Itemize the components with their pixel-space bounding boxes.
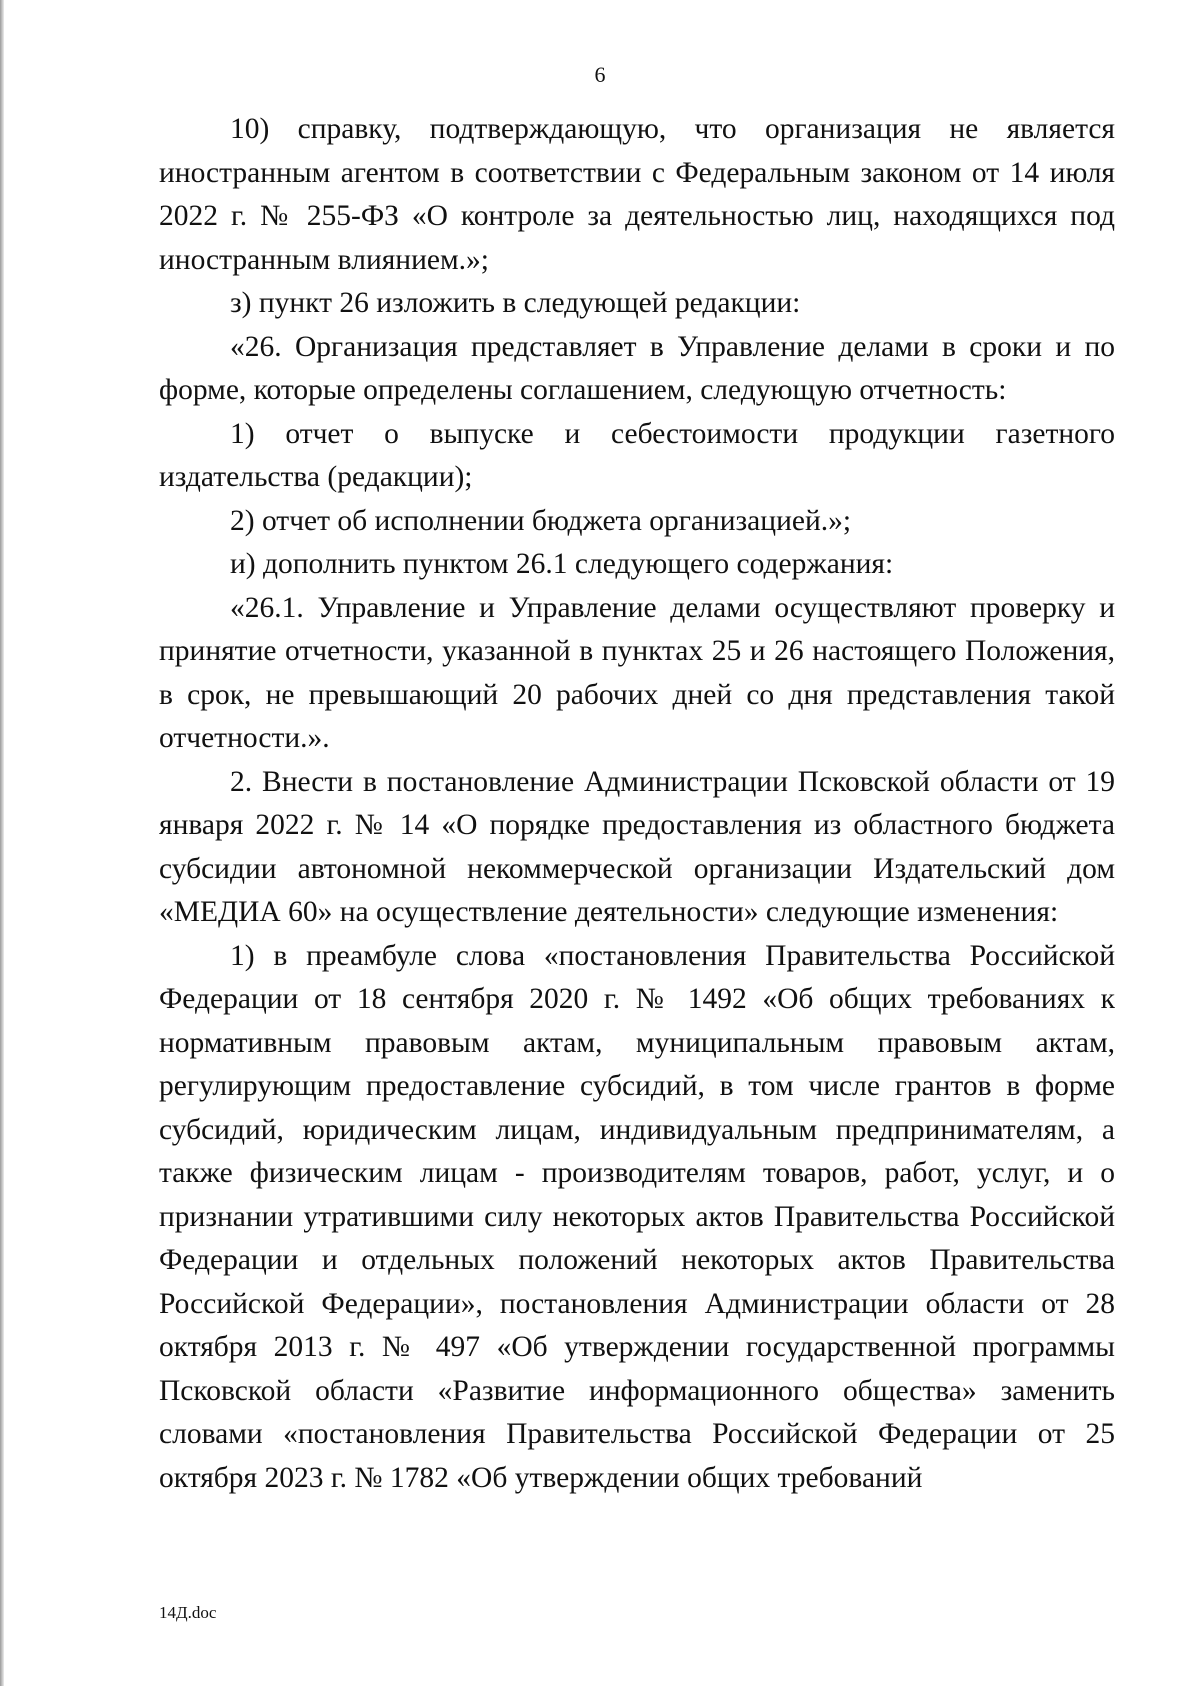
paragraph-report-2: 2) отчет об исполнении бюджета организацией.»; <box>230 504 852 537</box>
paragraph-point-z: з) пункт 26 изложить в следующей редакции: <box>230 287 801 319</box>
scan-edge <box>0 0 4 1686</box>
paragraph-clause-26-1: «26.1. Управление и Управление делами осуществляют проверку и принятие отчетности, указанной в пунктах 25 и 26 настоящего Положения, в срок, не превышающий 20 рабочих дней со дня представления такой отчетности.». <box>159 591 1115 754</box>
paragraph-report-1: 1) отчет о выпуске и себестоимости продукции газетного издательства (редакции); <box>159 417 1115 493</box>
paragraph-section-2: 2. Внести в постановление Администрации Псковской области от 19 января 2022 г. № 14 «О порядке предоставления из областного бюджета субсидии автономной некоммерческой организации Издательский дом «МЕДИА 60» на осуществление деятельности» следующие изменения: <box>159 765 1115 928</box>
footer-filename: 14Д.doc <box>159 1603 217 1622</box>
document-body <box>159 108 1115 1500</box>
paragraph-preamble-change: 1) в преамбуле слова «постановления Правительства Российской Федерации от 18 сентября 2020 г. № 1492 «Об общих требованиях к нормативным правовым актам, муниципальным правовым актам, регулирующим предоставление субсидий, в том числе грантов в форме субсидий, юридическим лицам, индивидуальным предпринимателям, а также физическим лицам - производителям товаров, работ, услуг, и о признании утратившими силу некоторых актов Правительства Российской Федерации и отдельных положений некоторых актов Правительства Российской Федерации», постановления Администрации области от 28 октября 2013 г. № 497 «Об утверждении государственной программы Псковской области «Развитие информационного общества» заменить словами «постановления Правительства Российской Федерации от 25 октября 2023 г. № 1782 «Об утверждении общих требований <box>159 939 1115 1494</box>
paragraph-clause-26: «26. Организация представляет в Управление делами в сроки и по форме, которые определены соглашением, следующую отчетность: <box>159 330 1115 406</box>
paragraph-point-i: и) дополнить пунктом 26.1 следующего содержания: <box>230 548 894 580</box>
page-number: 6 <box>594 62 606 87</box>
paragraph-item-10: 10) справку, подтверждающую, что организация не является иностранным агентом в соответствии с Федеральным законом от 14 июля 2022 г. № 255-ФЗ «О контроле за деятельностью лиц, находящихся под иностранным влиянием.»; <box>159 113 1115 276</box>
